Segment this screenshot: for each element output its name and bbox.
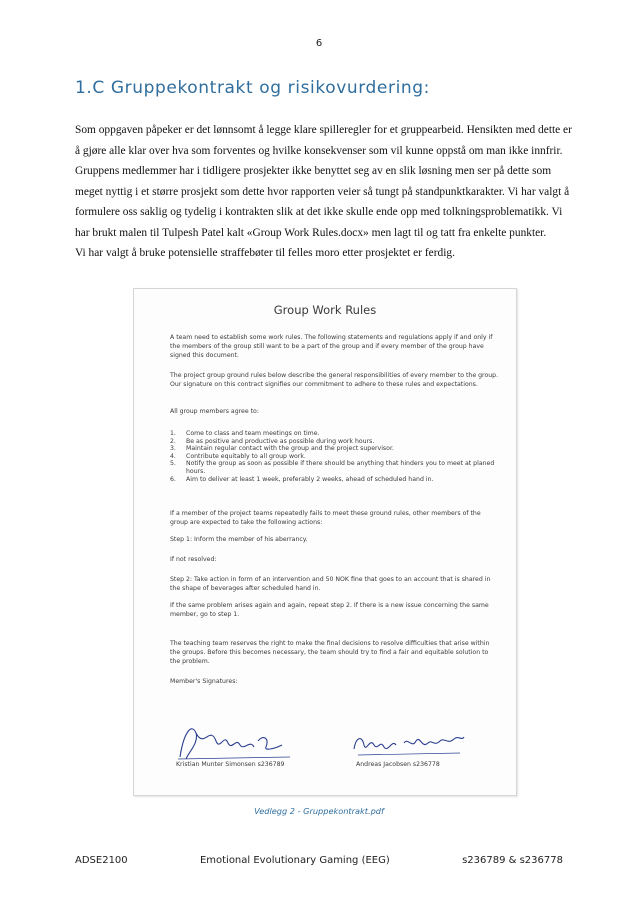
- contract-rules-list: [170, 430, 500, 483]
- contract-not-resolved: If not resolved:: [170, 556, 217, 563]
- section-heading: 1.C Gruppekontrakt og risikovurdering:: [75, 78, 430, 98]
- footer-course-code: ADSE2100: [75, 855, 128, 866]
- list-item: 2. Be as positive and productive as possible during work hours.: [170, 437, 375, 445]
- page-footer: [75, 855, 563, 866]
- contract-agree-heading: All group members agree to:: [170, 408, 259, 415]
- signature-kristian: [174, 719, 294, 764]
- page-number: 6: [315, 38, 323, 49]
- footer-project-title: Emotional Evolutionary Gaming (EEG): [199, 855, 390, 866]
- signature-andreas: [348, 719, 468, 764]
- list-item: 1. Come to class and team meetings on time.: [170, 430, 320, 437]
- contract-ground-rules: The project group ground rules below describe the general responsibilities of every member to the group. Our signature on this contract signifies our commitment to adhere to these rules and expectations.: [170, 372, 499, 389]
- list-item: 6. Aim to deliver at least 1 week, preferably 2 weeks, ahead of scheduled hand in.: [170, 475, 434, 483]
- signatory-kristian: Kristian Munter Simonsen s236789: [176, 761, 285, 768]
- contract-failure: If a member of the project teams repeatedly fails to meet these ground rules, other members of the group are expected to take the following actions:: [170, 510, 481, 527]
- contract-title: Group Work Rules: [273, 303, 377, 317]
- signatory-andreas: Andreas Jacobsen s236778: [356, 761, 440, 768]
- figure-caption: Vedlegg 2 - Gruppekontrakt.pdf: [254, 806, 384, 816]
- body-text: [75, 120, 575, 264]
- paragraph-intro: Som oppgaven påpeker er det lønnsomt å legge klare spilleregler for et gruppearbeid. Hensikten med dette er å gjøre alle klar over hva som forventes og hvilke konsekvenser som vil kunne oppstå om man ikke innfrir. Gruppens medlemmer har i tidligere prosjekter ikke benyttet seg av en slik løsning men ser på dette som meget nyttig i et større prosjekt som dette hvor rapporten veier så tungt på standpunktkarakter. Vi har valgt å formulere oss saklig og tydelig i kontrakten slik at det ikke skulle ende opp med tolkningsproblematikk. Vi har brukt malen til Tulpesh Patel kalt «Group Work Rules.docx» men lagt til og tatt fra enkelte punkter.: [75, 124, 572, 239]
- contract-signatures-heading: Member's Signatures:: [170, 678, 238, 685]
- contract-step2: Step 2: Take action in form of an intervention and 50 NOK fine that goes to an account that is shared in the shape of beverages after scheduled hand in.: [170, 576, 491, 593]
- contract-step1: Step 1: Inform the member of his aberrancy.: [170, 536, 308, 543]
- contract-teaching: The teaching team reserves the right to make the final decisions to resolve difficulties that arise within the groups. Before this becomes necessary, the team should try to find a fair and equitable solution to the problem.: [170, 640, 490, 666]
- footer-student-ids: s236789 & s236778: [462, 855, 563, 866]
- contract-repeat: If the same problem arises again and again, repeat step 2. If there is a new issue concerning the same member, go to step 1.: [170, 602, 489, 619]
- contract-scan-image: [133, 288, 517, 796]
- list-item: 5. Notify the group as soon as possible if there should be anything that hinders you to meet at planed hours.: [170, 460, 495, 475]
- paragraph-fines: Vi har valgt å bruke potensielle straffebøter til felles moro etter prosjektet er ferdig.: [75, 247, 455, 259]
- contract-intro: A team need to establish some work rules. The following statements and regulations apply if and only if the members of the group still want to be a part of the group and if every member of the group have signed this document.: [170, 334, 493, 360]
- list-item: 3. Maintain regular contact with the group and the project supervisor.: [170, 445, 394, 453]
- list-item: 4. Contribute equitably to all group work.: [170, 452, 306, 460]
